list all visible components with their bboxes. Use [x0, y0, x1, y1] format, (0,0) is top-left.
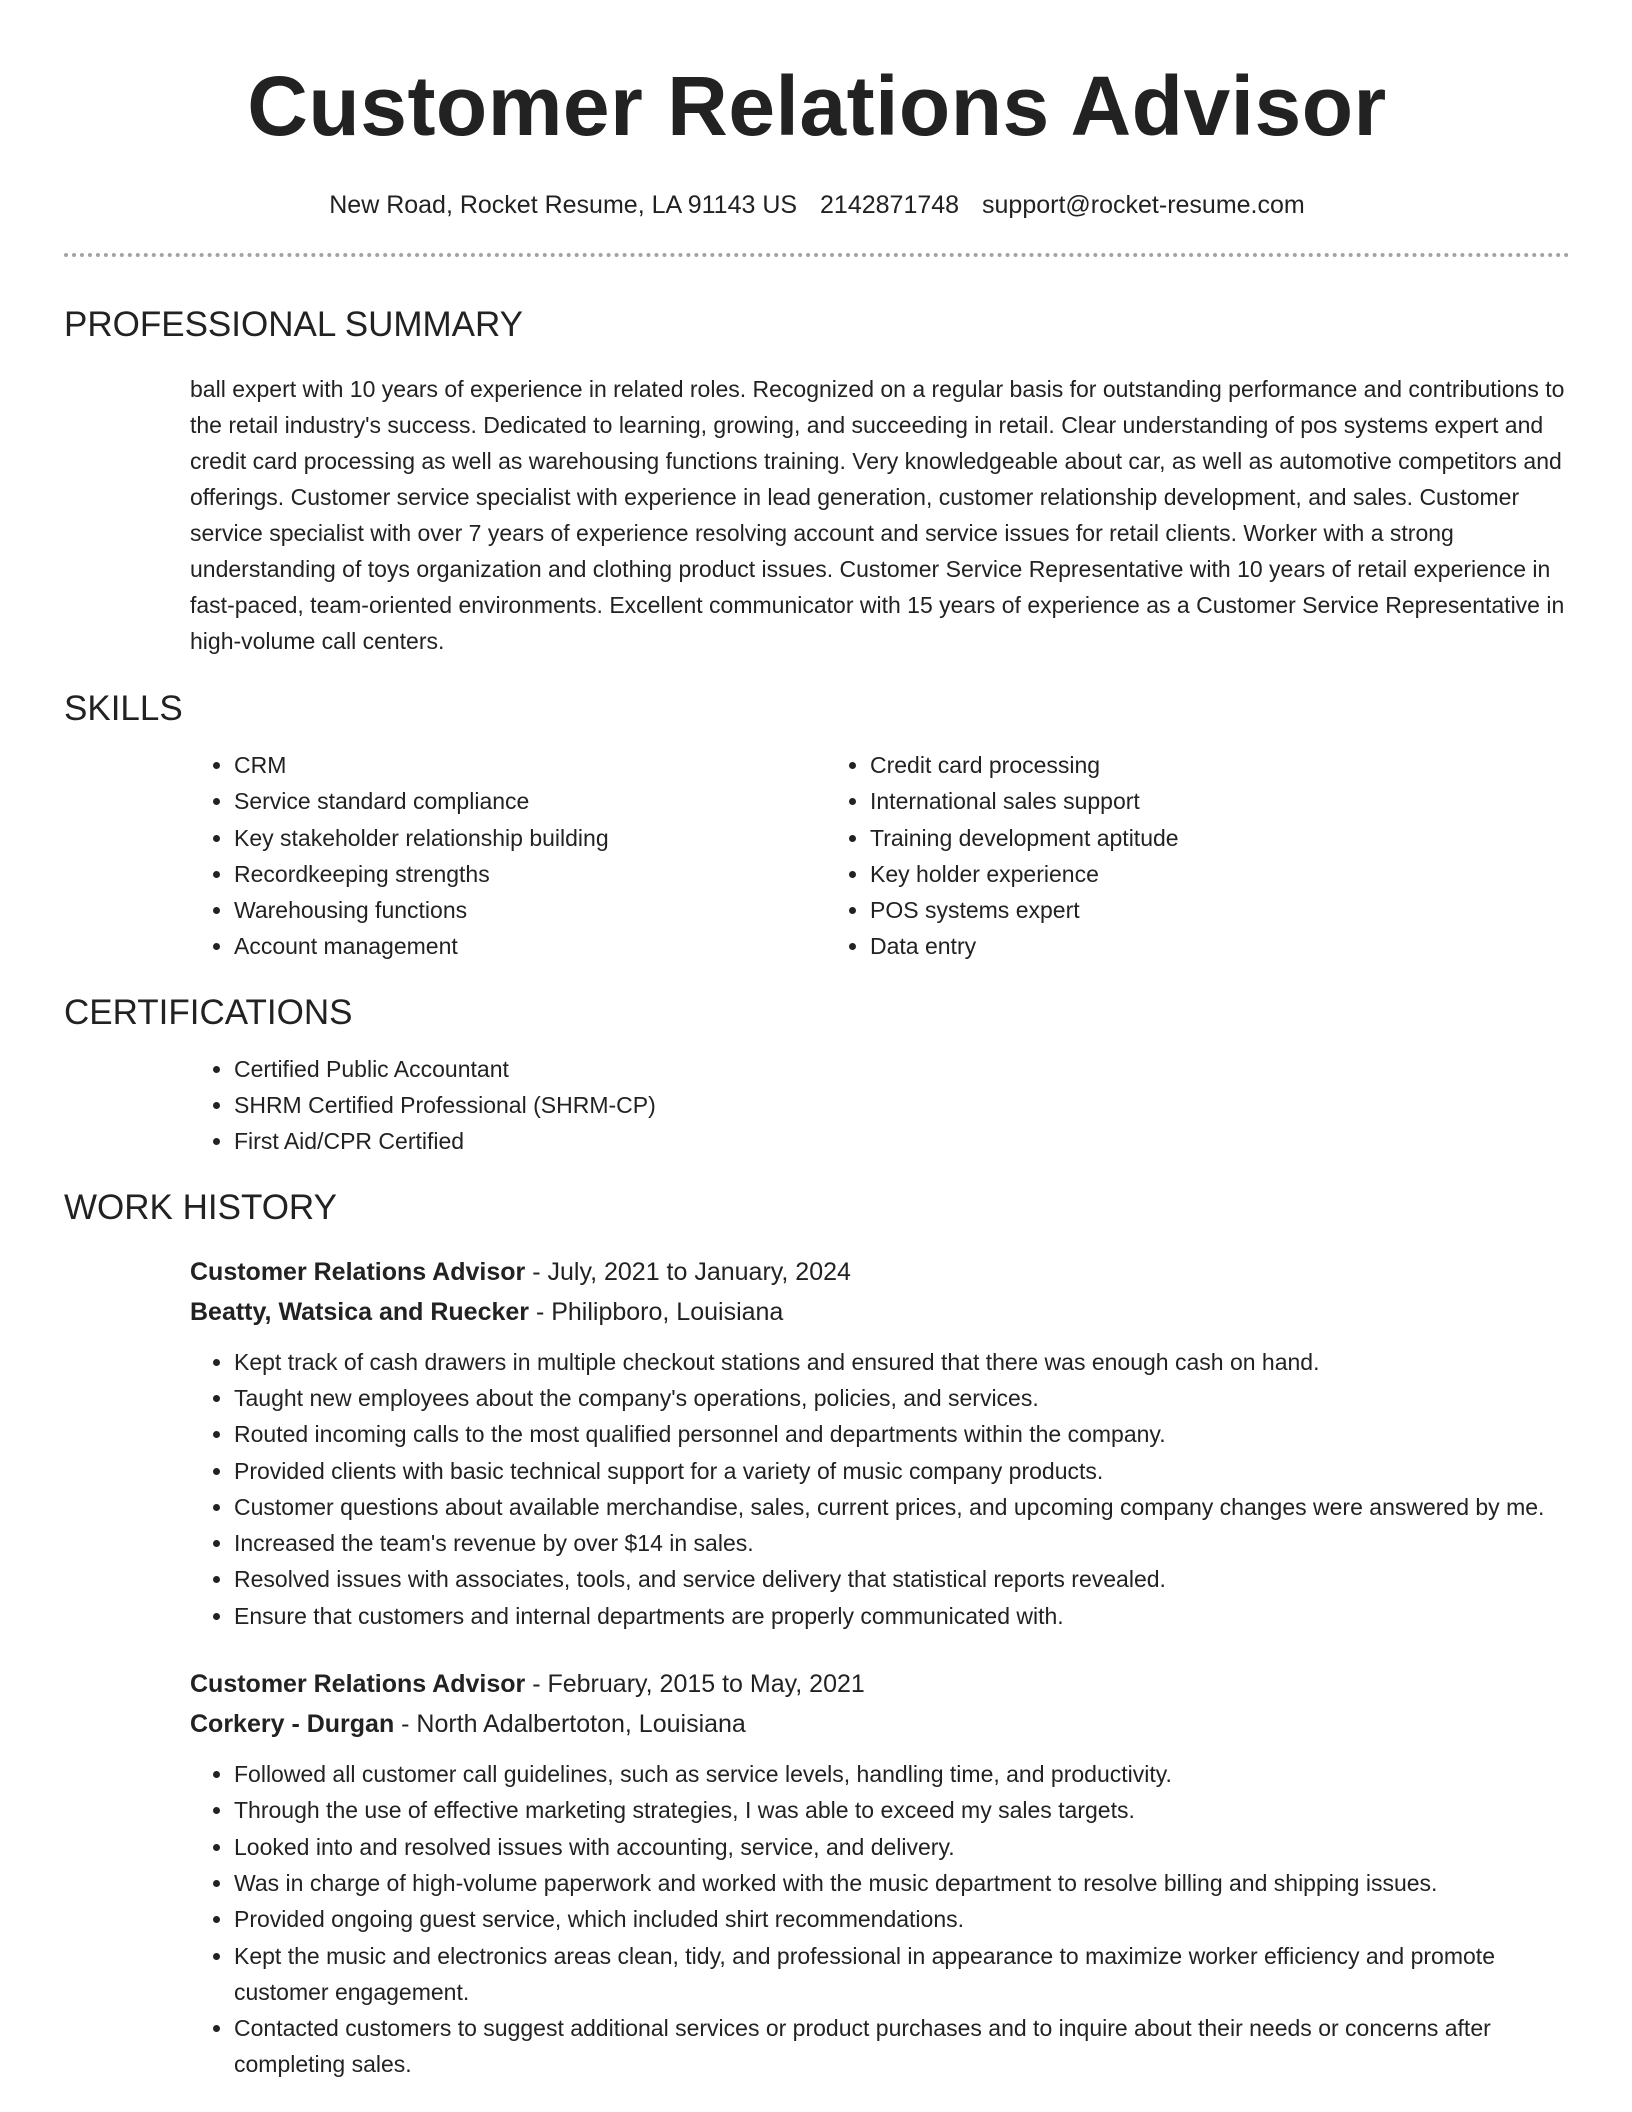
header-divider	[64, 253, 1570, 257]
skills-column-right	[826, 747, 1570, 965]
job-bullet: • Taught new employees about the company's operations, policies, and services.	[234, 1380, 1570, 1416]
certifications-list	[190, 1051, 1570, 1160]
summary-text: ball expert with 10 years of experience in related roles. Recognized on a regular basis for outstanding performance and contributions to the retail industry's success. Dedicated to learning, growing, and succeeding in retail. Clear understanding of pos systems expert and credit card processing as well as warehousing functions training. Very knowledgeable about car, as well as automotive competitors and offerings. Customer service specialist with experience in lead generation, customer relationship development, and sales. Customer service specialist with over 7 years of experience resolving account and service issues for retail clients. Worker with a strong understanding of toys organization and clothing product issues. Customer Service Representative with 10 years of retail experience in fast-paced, team-oriented environments. Excellent communicator with 15 years of experience as a Customer Service Representative in high-volume call centers.	[190, 376, 1565, 654]
work-history-heading: WORK HISTORY	[64, 1187, 337, 1227]
skill-item: • Credit card processing	[870, 747, 1570, 783]
job-company-line	[190, 1704, 1570, 1744]
job-bullet: • Increased the team's revenue by over $14 in sales.	[234, 1525, 1570, 1561]
skill-item: • Key holder experience	[870, 856, 1570, 892]
job-location: - North Adalbertoton, Louisiana	[394, 1710, 746, 1739]
skill-item: • Service standard compliance	[234, 783, 826, 819]
skill-item: • International sales support	[870, 783, 1570, 819]
job-bullet: • Routed incoming calls to the most qualified personnel and departments within the company.	[234, 1416, 1570, 1452]
certifications-heading: CERTIFICATIONS	[64, 992, 353, 1032]
job-bullets	[190, 1756, 1570, 2083]
job-bullet: • Looked into and resolved issues with accounting, service, and delivery.	[234, 1829, 1570, 1865]
job-bullet: • Followed all customer call guidelines, such as service levels, handling time, and productivity.	[234, 1756, 1570, 1792]
resume-name: Customer Relations Advisor	[247, 59, 1387, 153]
skill-item: • Key stakeholder relationship building	[234, 820, 826, 856]
job-bullets	[190, 1344, 1570, 1634]
job-bullet: • Was in charge of high-volume paperwork and worked with the music department to resolve billing and shipping issues.	[234, 1865, 1570, 1901]
job-company: Beatty, Watsica and Ruecker	[190, 1297, 530, 1326]
summary-heading: PROFESSIONAL SUMMARY	[64, 305, 523, 344]
job-bullet: • Kept track of cash drawers in multiple checkout stations and ensured that there was enough cash on hand.	[234, 1344, 1570, 1380]
job-company: Corkery - Durgan	[190, 1710, 395, 1739]
skills-heading: SKILLS	[64, 689, 183, 728]
job-role: Customer Relations Advisor	[190, 1670, 526, 1699]
job-bullet: • Through the use of effective marketing strategies, I was able to exceed my sales targets.	[234, 1792, 1570, 1828]
certification-item: • SHRM Certified Professional (SHRM-CP)	[234, 1087, 1570, 1123]
skills-column-left	[190, 747, 826, 965]
skills-list	[190, 747, 1570, 965]
certification-item: • First Aid/CPR Certified	[234, 1123, 1570, 1159]
skill-item: • Warehousing functions	[234, 892, 826, 928]
job-bullet: • Kept the music and electronics areas clean, tidy, and professional in appearance to maximize worker efficiency and promote customer engagement.	[234, 1938, 1570, 2011]
job-location: - Philipboro, Louisiana	[529, 1297, 784, 1326]
skill-item: • Recordkeeping strengths	[234, 856, 826, 892]
skill-item: • POS systems expert	[870, 892, 1570, 928]
certifications-bullets	[190, 1051, 1570, 1160]
resume-page	[64, 0, 1570, 2083]
certification-item: • Certified Public Accountant	[234, 1051, 1570, 1087]
contact-address: New Road, Rocket Resume, LA 91143 US	[329, 191, 798, 219]
contact-line	[64, 189, 1570, 221]
skill-item: • CRM	[234, 747, 826, 783]
job-bullet: • Customer questions about available merchandise, sales, current prices, and upcoming company changes were answered by me.	[234, 1489, 1570, 1525]
skill-item: • Data entry	[870, 928, 1570, 964]
job-entry	[190, 1252, 1570, 1634]
job-title-line	[190, 1664, 1570, 1704]
job-dates: - July, 2021 to January, 2024	[525, 1257, 851, 1286]
job-role: Customer Relations Advisor	[190, 1257, 526, 1286]
job-bullet: • Ensure that customers and internal departments are properly communicated with.	[234, 1598, 1570, 1634]
skill-item: • Account management	[234, 928, 826, 964]
job-bullet: • Provided clients with basic technical support for a variety of music company products.	[234, 1453, 1570, 1489]
job-dates: - February, 2015 to May, 2021	[525, 1670, 865, 1699]
job-company-line	[190, 1292, 1570, 1332]
job-title-line	[190, 1252, 1570, 1292]
job-bullet: • Provided ongoing guest service, which included shirt recommendations.	[234, 1901, 1570, 1937]
job-bullet: • Resolved issues with associates, tools, and service delivery that statistical reports revealed.	[234, 1561, 1570, 1597]
contact-phone: 2142871748	[820, 191, 960, 219]
contact-email: support@rocket-resume.com	[982, 191, 1305, 219]
job-bullet: • Contacted customers to suggest additional services or product purchases and to inquire about their needs or concerns after completing sales.	[234, 2010, 1570, 2083]
skill-item: • Training development aptitude	[870, 820, 1570, 856]
job-entry	[190, 1664, 1570, 2083]
